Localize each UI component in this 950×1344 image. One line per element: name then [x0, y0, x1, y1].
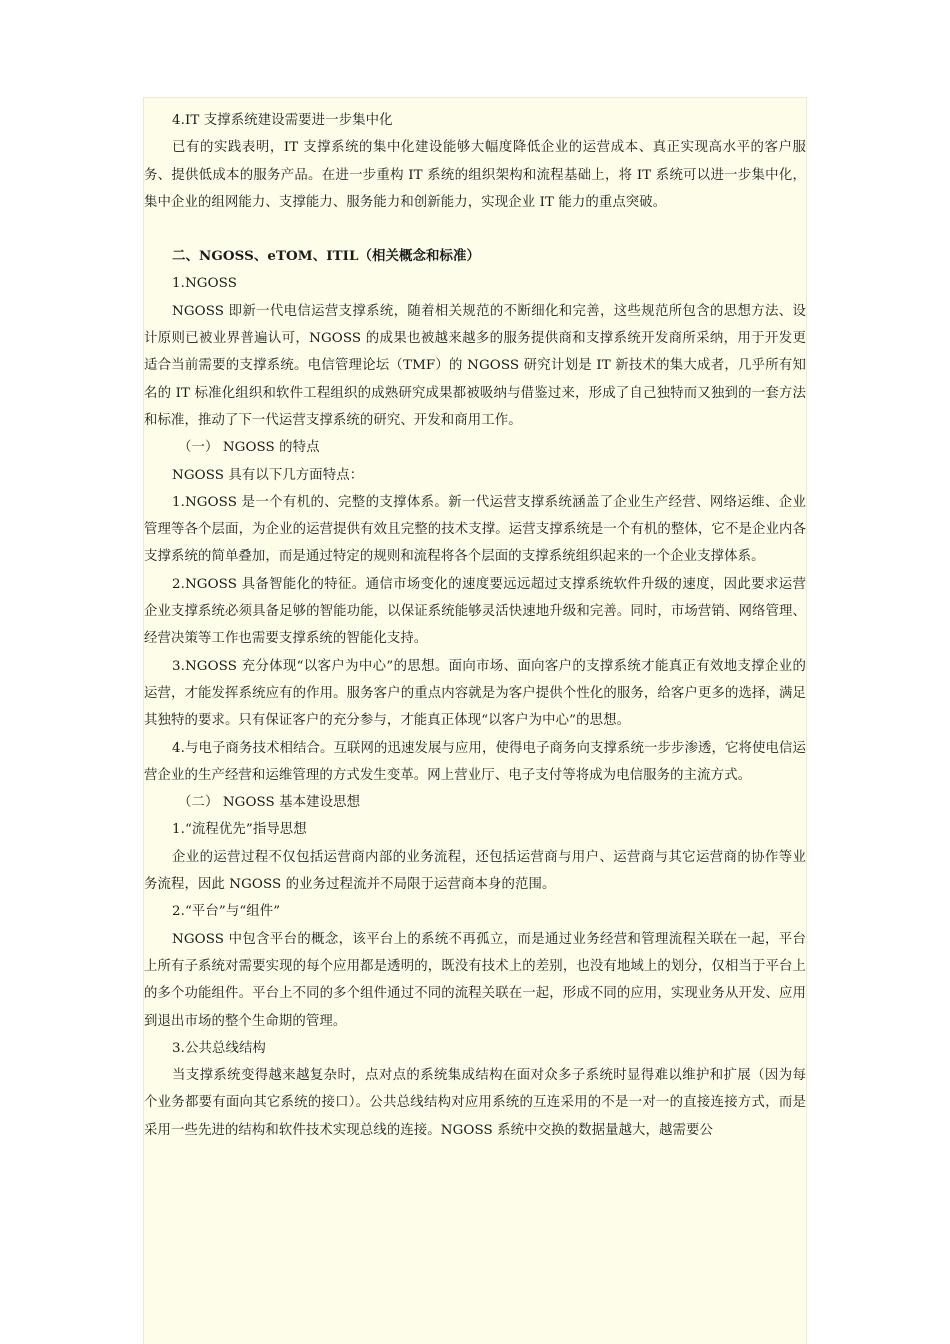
subsection-heading: 1.NGOSS [172, 276, 237, 292]
document-body [144, 107, 806, 1144]
subsection-heading: （一） NGOSS 的特点 [178, 440, 320, 456]
subsection-heading: 1.“流程优先”指导思想 [172, 822, 307, 838]
body-paragraph: NGOSS 中包含平台的概念，该平台上的系统不再孤立，而是通过业务经营和管理流程关联在一起，平台上所有子系统对需要实现的每个应用都是透明的，既没有技术上的差别，也没有地域上的划分，仅相当于平台上的多个功能组件。平台上不同的多个组件通过不同的流程关联在一起，形成不同的应用，实现业务从开发、应用到退出市场的整个生命期的管理。 [144, 931, 806, 1029]
body-paragraph: 已有的实践表明，IT 支撑系统的集中化建设能够大幅度降低企业的运营成本、真正实现高水平的客户服务、提供低成本的服务产品。在进一步重构 IT 系统的组织架构和流程基础上，将 IT 系统可以进一步集中化，集中企业的组网能力、支撑能力、服务能力和创新能力，实现企业 IT 能力的重点突破。 [144, 140, 806, 210]
body-paragraph: NGOSS 即新一代电信运营支撑系统，随着相关规范的不断细化和完善，这些规范所包含的思想方法、设计原则已被业界普遍认可，NGOSS 的成果也被越来越多的服务提供商和支撑系统开发商所采纳，用于开发更适合当前需要的支撑系统。电信管理论坛（TMF）的 NGOSS 研究计划是 IT 新技术的集大成者，几乎所有知名的 IT 标准化组织和软件工程组织的成熟研究成果都被吸纳与借鉴过来，形成了自己独特而又独到的一套方法和标准，推动了下一代运营支撑系统的研究、开发和商用工作。 [144, 303, 806, 428]
paragraph-gap [144, 216, 806, 243]
subsection-heading: （二） NGOSS 基本建设思想 [178, 795, 361, 811]
body-paragraph: 2.NGOSS 具备智能化的特征。通信市场变化的速度要远远超过支撑系统软件升级的速度，因此要求运营企业支撑系统必须具备足够的智能功能，以保证系统能够灵活快速地升级和完善。同时，市场营销、网络管理、经营决策等工作也需要支撑系统的智能化支持。 [144, 576, 806, 647]
body-paragraph: 当支撑系统变得越来越复杂时，点对点的系统集成结构在面对众多子系统时显得难以维护和扩展（因为每个业务都要有面向其它系统的接口）。公共总线结构对应用系统的互连采用的不是一对一的直接连接方式，而是采用一些先进的结构和软件技术实现总线的连接。NGOSS 系统中交换的数据量越大，越需要公 [144, 1068, 806, 1138]
section-heading: 二、NGOSS、eTOM、ITIL（相关概念和标准） [172, 248, 480, 265]
subsection-heading: 4.IT 支撑系统建设需要进一步集中化 [172, 113, 393, 128]
body-paragraph: 1.NGOSS 是一个有机的、完整的支撑体系。新一代运营支撑系统涵盖了企业生产经营、网络运维、企业管理等各个层面，为企业的运营提供有效且完整的技术支撑。运营支撑系统是一个有机的整体，它不是企业内各支撑系统的简单叠加，而是通过特定的规则和流程将各个层面的支撑系统组织起来的一个企业支撑体系。 [144, 494, 806, 565]
subsection-heading: 2.“平台”与“组件” [172, 904, 281, 920]
body-paragraph: 企业的运营过程不仅包括运营商内部的业务流程，还包括运营商与用户、运营商与其它运营商的协作等业务流程，因此 NGOSS 的业务过程流并不局限于运营商本身的范围。 [144, 849, 806, 893]
body-paragraph: 3.NGOSS 充分体现“以客户为中心”的思想。面向市场、面向客户的支撑系统才能真正有效地支撑企业的运营，才能发挥系统应有的作用。服务客户的重点内容就是为客户提供个性化的服务，给客户更多的选择，满足其独特的要求。只有保证客户的充分参与，才能真正体现“以客户为中心”的思想。 [144, 658, 806, 729]
body-paragraph: NGOSS 具有以下几方面特点： [172, 467, 364, 483]
subsection-heading: 3.公共总线结构 [172, 1040, 266, 1056]
body-paragraph: 4.与电子商务技术相结合。互联网的迅速发展与应用，使得电子商务向支撑系统一步步渗透，它将使电信运营企业的生产经营和运维管理的方式发生变革。网上营业厅、电子支付等将成为电信服务的主流方式。 [144, 740, 806, 783]
